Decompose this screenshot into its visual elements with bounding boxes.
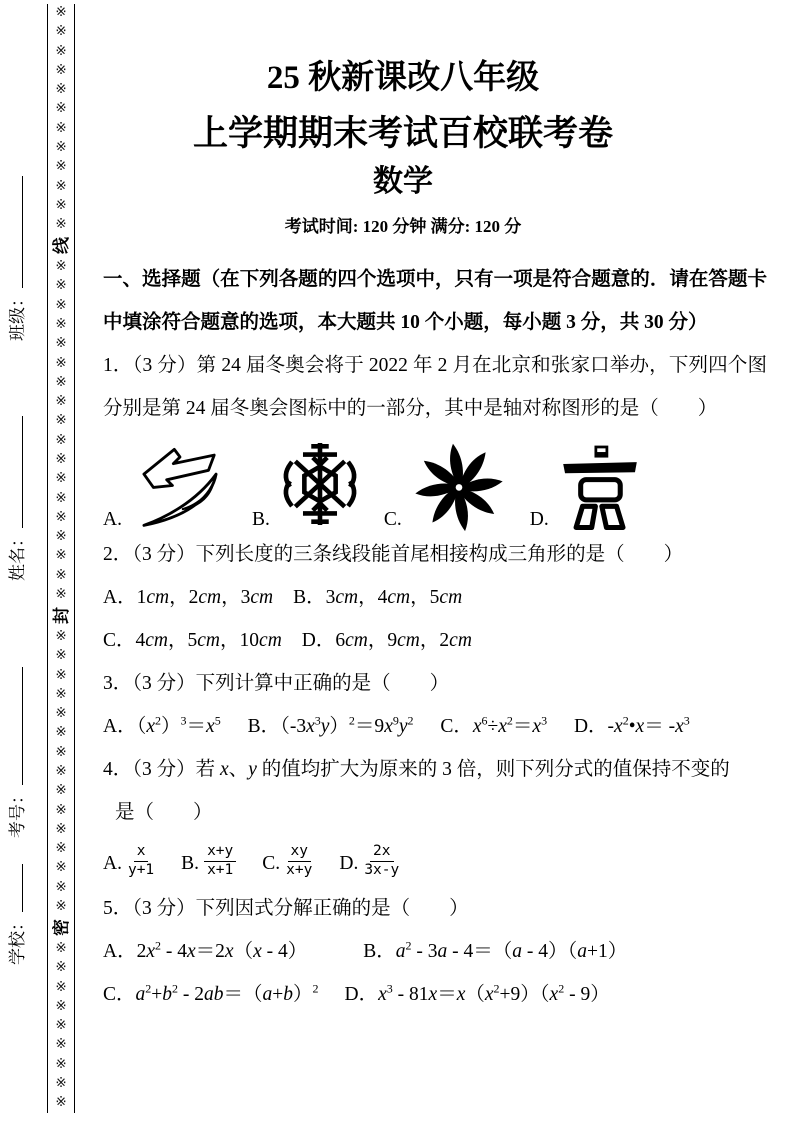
seal-star-mark: ※: [55, 277, 67, 294]
option-b-label: B．: [247, 716, 281, 738]
choice-section-heading: 一、选择题（在下列各题的四个选项中，只有一项是符合题意的．请在答题卡中填涂符合题意的选项，本大题共 10 个小题，每小题 3 分，共 30 分）: [103, 269, 767, 334]
option-b-text: 3cm，4cm，5cm: [325, 587, 463, 609]
question-2-options-row-2: [103, 619, 767, 662]
question-3-option-a: [103, 713, 221, 738]
fraction-numerator: xy: [288, 843, 311, 861]
seal-star-mark: ※: [55, 528, 67, 545]
question-4-stem-line2: 是（ ）: [115, 802, 213, 824]
seal-star-mark: ※: [55, 801, 67, 818]
option-d-label: D．: [573, 716, 608, 738]
school-field: [2, 855, 28, 965]
fraction-numerator: x+y: [204, 843, 236, 861]
question-4-option-c: [262, 842, 313, 885]
seal-star-mark: ※: [55, 859, 67, 876]
inukshuk-emblem-icon: [553, 441, 647, 533]
question-5-option-c: [103, 973, 319, 1016]
question-1-stem: 1．（3 分）第 24 届冬奥会将于 2022 年 2 月在北京和张家口举办，下列四个图分别是第 24 届冬奥会图标中的一部分，其中是轴对称图形的是（ ）: [103, 355, 767, 420]
question-1-option-b: [234, 435, 366, 533]
option-a-expression: $(x^2)^3=x^5$: [136, 713, 221, 738]
seal-star-mark: ※: [55, 1036, 67, 1053]
seal-star-mark: ※: [55, 100, 67, 117]
seal-star-mark: ※: [55, 216, 67, 233]
seal-star-mark: ※: [55, 158, 67, 175]
seal-star-mark: ※: [55, 489, 67, 506]
seal-line-character: 封: [51, 607, 71, 625]
question-4-stem-line1: 4．（3 分）若 x、y 的值均扩大为原来的 3 倍，则下列分式的值保持不变的: [103, 759, 730, 781]
option-c-expression: $a^2+b^2 - 2ab=(a+b)^2$: [135, 981, 319, 1006]
question-3-option-b: [247, 713, 414, 738]
question-5-options-row-1: [103, 930, 767, 973]
fraction-denominator: x+1: [207, 861, 234, 878]
question-4-options-row: [103, 839, 767, 887]
name-field-label: 姓名：: [7, 530, 27, 581]
question-2-option-a: [103, 576, 273, 619]
exam-number-field: [2, 660, 28, 838]
question-5-options-row-2: [103, 973, 767, 1016]
option-c-expression: $x^6\div x^2=x^3$: [472, 713, 548, 738]
question-3-option-c: [440, 713, 548, 738]
option-d-expression: $-x^2•x= -x^3$: [607, 713, 690, 738]
seal-star-mark: ※: [55, 547, 67, 564]
seal-star-mark: ※: [55, 940, 67, 956]
question-2-option-b: [293, 576, 462, 619]
seal-star-mark: ※: [55, 724, 67, 741]
seal-star-mark: ※: [55, 978, 67, 995]
question-1-option-d: [512, 441, 647, 533]
seal-star-mark: ※: [55, 647, 67, 664]
seal-star-mark: ※: [55, 782, 67, 799]
option-b-fraction: [204, 843, 236, 879]
question-4-option-d: [339, 842, 400, 885]
option-d-label: D.: [529, 508, 549, 530]
seal-star-mark: ※: [55, 840, 67, 857]
skier-swoosh-emblem-icon: [126, 438, 234, 533]
option-b-label: B.: [251, 508, 270, 530]
seal-star-mark: ※: [55, 878, 67, 895]
seal-star-mark: ※: [55, 566, 67, 583]
option-a-fraction: [127, 843, 155, 879]
option-a-label: A．: [103, 716, 137, 738]
seal-star-mark: ※: [55, 296, 67, 313]
seal-star-mark: ※: [55, 470, 67, 487]
seal-star-mark: ※: [55, 335, 67, 352]
seal-star-mark: ※: [55, 959, 67, 976]
seal-star-mark: ※: [55, 585, 67, 602]
flower-emblem-icon: [406, 438, 512, 533]
question-5-stem: 5．（3 分）下列因式分解正确的是（ ）: [103, 898, 469, 920]
question-3-stem: 3．（3 分）下列计算中正确的是（ ）: [103, 673, 450, 695]
exam-title-line2: 上学期期末考试百校联考卷: [192, 113, 613, 153]
seal-star-mark: ※: [55, 997, 67, 1014]
fraction-numerator: x: [134, 843, 149, 861]
seal-star-mark: ※: [55, 81, 67, 98]
option-b-expression: $a^2 - 3a - 4=(a - 4)(a+1)$: [395, 938, 628, 963]
class-field: [2, 145, 28, 341]
seal-star-mark: ※: [55, 743, 67, 760]
question-1-option-c: [366, 438, 512, 533]
exam-content: [103, 0, 767, 1016]
option-b-expression: $(-3x^3y)^2=9x^9y^2$: [280, 713, 414, 738]
seal-star-mark: ※: [55, 61, 67, 78]
seal-star-mark: ※: [55, 177, 67, 194]
option-d-fraction: [363, 843, 400, 879]
fraction-denominator: 3x-y: [364, 861, 400, 878]
question-2-option-d: [302, 619, 472, 662]
class-field-label: 班级：: [7, 290, 27, 341]
snowflake-emblem-icon: [274, 435, 366, 533]
seal-star-mark: ※: [55, 450, 67, 467]
seal-line-character: 密: [51, 919, 71, 937]
option-a-expression: $2x^2 - 4x=2x(x - 4)$: [136, 938, 308, 963]
seal-star-mark: ※: [55, 762, 67, 779]
exam-number-field-label: 考号：: [7, 787, 27, 838]
school-fill-line: [8, 864, 23, 912]
fraction-numerator: 2x: [370, 843, 393, 861]
seal-star-mark: ※: [55, 820, 67, 837]
option-d-label: D．: [344, 984, 379, 1006]
option-c-label: C．: [103, 630, 136, 652]
seal-star-mark: ※: [55, 42, 67, 59]
option-c-fraction: [285, 843, 313, 879]
question-2-option-c: [103, 619, 282, 662]
school-field-label: 学校：: [7, 914, 27, 965]
seal-star-mark: ※: [55, 354, 67, 371]
class-fill-line: [8, 176, 23, 288]
seal-star-mark: ※: [55, 373, 67, 390]
exam-number-fill-line: [8, 667, 23, 785]
seal-star-mark: ※: [55, 431, 67, 448]
option-a-label: A.: [103, 508, 122, 530]
seal-star-mark: ※: [55, 1074, 67, 1091]
option-d-text: 6cm，9cm，2cm: [335, 630, 472, 652]
option-a-label: A．: [103, 941, 137, 963]
exam-title-line1: 25 秋新课改八年级: [266, 60, 540, 96]
option-b-label: B.: [181, 852, 200, 874]
question-4-option-a: [103, 842, 155, 885]
option-b-label: B．: [363, 941, 396, 963]
seal-star-mark: ※: [55, 4, 67, 20]
option-c-label: C．: [103, 984, 136, 1006]
seal-star-mark: ※: [55, 705, 67, 722]
seal-line-column: [48, 6, 74, 1110]
question-4-option-b: [181, 842, 236, 885]
seal-star-mark: ※: [55, 138, 67, 155]
option-a-label: A.: [103, 852, 122, 874]
question-1-options-row: [103, 433, 767, 533]
option-c-text: 4cm，5cm，10cm: [135, 630, 282, 652]
seal-star-mark: ※: [55, 666, 67, 683]
seal-line-right-rule: [74, 4, 75, 1113]
seal-star-mark: ※: [55, 897, 67, 914]
question-5-option-d: [345, 973, 610, 1016]
seal-star-mark: ※: [55, 1017, 67, 1034]
question-1-option-a: [103, 438, 234, 533]
seal-star-mark: ※: [55, 412, 67, 429]
fraction-denominator: x+y: [286, 861, 313, 878]
seal-star-mark: ※: [55, 628, 67, 644]
seal-star-mark: ※: [55, 508, 67, 525]
option-d-label: D.: [339, 852, 359, 874]
seal-star-mark: ※: [55, 196, 67, 213]
option-b-label: B．: [293, 587, 326, 609]
option-a-label: A．: [103, 587, 137, 609]
fraction-denominator: y+1: [127, 861, 155, 878]
name-fill-line: [8, 416, 23, 528]
question-3-option-d: [573, 713, 690, 738]
question-3-options: [103, 705, 767, 748]
option-a-text: 1cm，2cm，3cm: [136, 587, 274, 609]
option-c-label: C.: [262, 852, 281, 874]
option-c-label: C.: [383, 508, 402, 530]
seal-star-mark: ※: [55, 1055, 67, 1072]
seal-star-mark: ※: [55, 1094, 67, 1111]
exam-subject-title: 数学: [373, 165, 433, 199]
option-d-label: D．: [301, 630, 336, 652]
seal-star-mark: ※: [55, 23, 67, 40]
question-5-option-a: [103, 930, 307, 973]
option-d-expression: $x^3 - 81x=x(x^2+9)(x^2 - 9)$: [378, 981, 610, 1006]
seal-star-mark: ※: [55, 119, 67, 136]
question-5-option-b: [363, 930, 627, 973]
option-c-label: C．: [440, 716, 473, 738]
seal-star-mark: ※: [55, 258, 67, 275]
seal-star-mark: ※: [55, 685, 67, 702]
question-2-options-row-1: [103, 576, 767, 619]
question-2-stem: 2．（3 分）下列长度的三条线段能首尾相接构成三角形的是（ ）: [103, 544, 684, 566]
name-field: [2, 411, 28, 581]
exam-time-score-info: 考试时间: 120 分钟 满分: 120 分: [284, 216, 522, 236]
exam-title-block: [103, 60, 703, 237]
seal-star-mark: ※: [55, 316, 67, 332]
seal-line-character: 线: [51, 237, 71, 255]
seal-star-mark: ※: [55, 393, 67, 410]
